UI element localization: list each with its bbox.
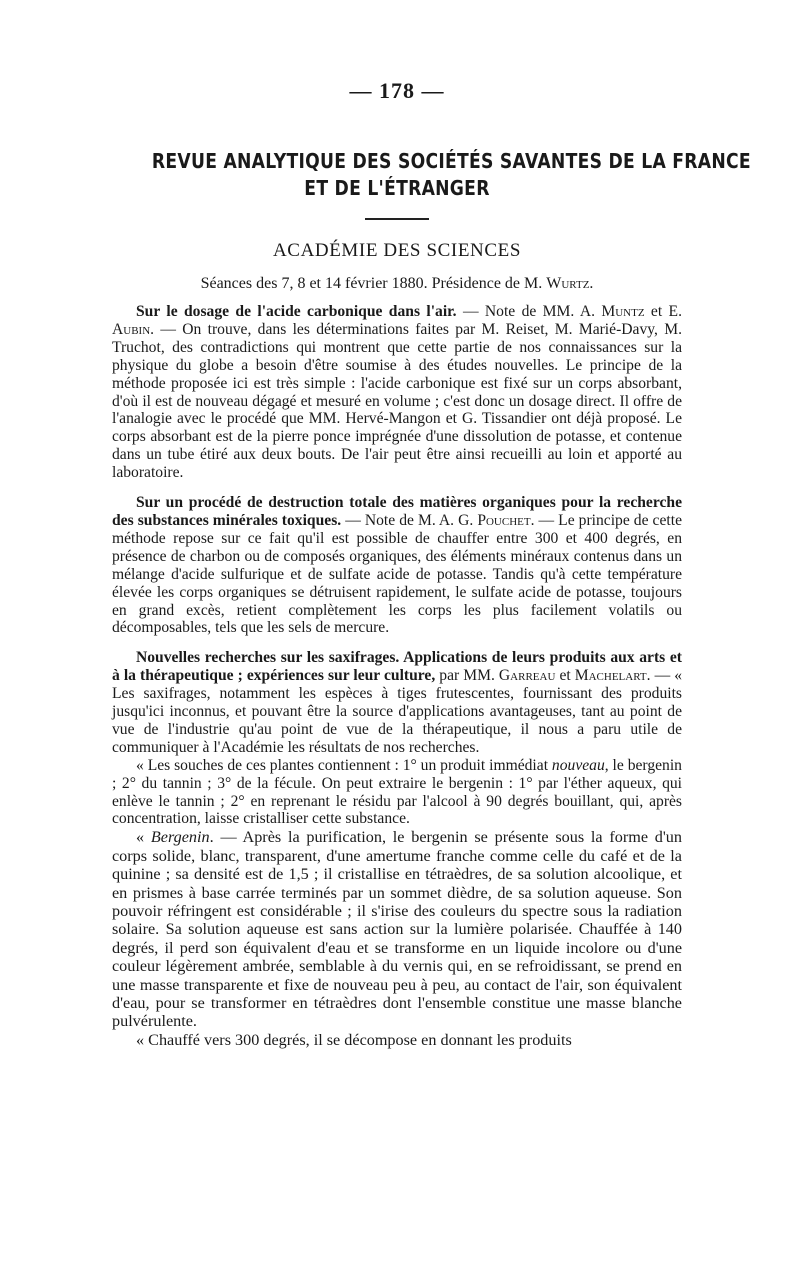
article-1	[112, 303, 682, 482]
article-1-heading: Sur le dosage de l'acide carbonique dans l'air.	[136, 303, 457, 320]
session-line	[112, 275, 682, 293]
journal-title-line-1: REVUE ANALYTIQUE DES SOCIÉTÉS SAVANTES DE LA FRANCE	[151, 149, 751, 173]
article-3-paragraph-3	[112, 828, 682, 1030]
spacer	[112, 482, 682, 494]
article-1-body: . — On trouve, dans les déterminations faites par M. Reiset, M. Marié-Davy, M. Truchot, des contradictions qui montrent que cette partie de nos connaissances sur la physique du globe a besoin d'être soumise à des études nouvelles. Le principe de la méthode proposée ici est très simple : l'acide carbonique est fixé sur un corps absorbant, d'où il est de nouveau dégagé et mesuré en volume ; c'est donc un dosage direct. Il offre de l'analogie avec le procédé que MM. Hervé-Mangon et G. Tissandier ont déjà proposé. Le corps absorbant est de la pierre ponce imprégnée d'une dissolution de potasse, et contenue dans un tube étiré aux deux bouts. De l'air peut être ainsi recueilli au loin et apporté au laboratoire.	[112, 320, 682, 482]
article-3-paragraph-2	[112, 757, 682, 829]
article-3-and: et	[555, 667, 575, 685]
article-3-continuation	[112, 828, 682, 1049]
p3-italic: Bergenin	[150, 828, 210, 847]
article-2-note: — Note de M. A. G.	[341, 511, 478, 529]
article-1-author-1: Muntz	[601, 303, 645, 320]
article-1-and: et E.	[644, 303, 682, 320]
academy-heading: ACADÉMIE DES SCIENCES	[272, 240, 521, 261]
article-1-author-2: Aubin	[112, 320, 151, 338]
article-3	[112, 649, 682, 756]
p2-italic: nouveau	[551, 756, 605, 774]
article-3-heading: Nouvelles recherches sur les saxifrages. Applications de leurs produits aux arts et à la thérapeutique ; expériences sur leur culture,	[112, 649, 682, 685]
p2-text-b: , le bergenin ; 2° du tannin ; 3° de la fécule. On peut extraire le bergenin : 1° par l'éther aqueux, qui enlève le tannin ; 2° en reprenant le résidu par l'alcool à 90 degrés bouillant, qui, après concentration, laisse cristalliser cette substance.	[112, 756, 682, 828]
spacer	[112, 637, 682, 649]
article-2	[112, 494, 682, 637]
article-2-body: . — Le principe de cette méthode repose sur ce fait qu'il est possible de chauffer entre 300 et 400 degrés, en présence de charbon ou de composés organiques, des éléments minéraux contenus dans un mélange d'acide sulfurique et de sulfate acide de potasse. Tandis qu'à cette température élevée les corps organiques se détruisent rapidement, le sulfate acide de potasse, toujours en grand excès, retient complètement les corps les plus facilement volatils ou décomposables, tels que les sels de mercure.	[112, 511, 682, 637]
session-end: .	[589, 275, 594, 292]
p2-text-a: « Les souches de ces plantes contiennent : 1° un produit immédiat	[136, 756, 552, 774]
title-divider	[365, 218, 429, 220]
p3-text-b: . — Après la purification, le bergenin se présente sous la forme d'un corps solide, blanc, transparent, d'une amertume franche comme celle du café et de la quinine ; sa densité est de 1,5 ; il cristallise en tétraèdres, de sa solution alcoolique, et en prismes à base carrée terminés par un sommet dièdre, de sa solution aqueuse. Son pouvoir réfringent est considérable ; il s'irise des couleurs du spectre sous la radiation solaire. Sa solution aqueuse est sans action sur la lumière polarisée. Chauffée à 140 degrés, il perd son équivalent d'eau et se transforme en un liquide incolore ou d'une couleur légèrement ambrée, semblable à du vernis qui, en se refroidissant, se prend en une masse transparente et fixe de nouveau peu à peu, au contact de l'air, son équivalent d'eau, pour se transformer en tétraèdres dont l'ensemble constitue une masse blanche pulvérulente.	[112, 828, 682, 1031]
p3-text-a: «	[136, 828, 151, 847]
article-2-author: Pouchet	[477, 511, 531, 529]
journal-title-line-2: ET DE L'ÉTRANGER	[304, 176, 490, 200]
article-1-note: — Note de MM. A.	[456, 303, 602, 320]
book-page	[112, 78, 751, 1049]
session-president: Wurtz	[546, 275, 590, 292]
article-2-heading: Sur un procédé de destruction totale des matières organiques pour la recherche des substances minérales toxiques.	[112, 494, 682, 529]
session-text: Séances des 7, 8 et 14 février 1880. Présidence de M.	[200, 275, 547, 292]
article-3-body: . — « Les saxifrages, notamment les espèces à tiges frutescentes, fournissant des produits jusqu'ici inconnus, et pouvant être la source d'applications avantageuses, tant au point de vue de l'industrie qu'au point de vue de la thérapeutique, il nous a paru utile de communiquer à l'Académie les résultats de nos recherches.	[112, 667, 682, 756]
article-3-by: par MM.	[435, 667, 499, 685]
article-3-author-2: Machelart	[574, 667, 647, 685]
article-3-author-1: Garreau	[498, 667, 556, 685]
page-number: — 178 —	[349, 78, 445, 103]
article-3-paragraph-4: « Chauffé vers 300 degrés, il se décompose en donnant les produits	[136, 1030, 572, 1049]
